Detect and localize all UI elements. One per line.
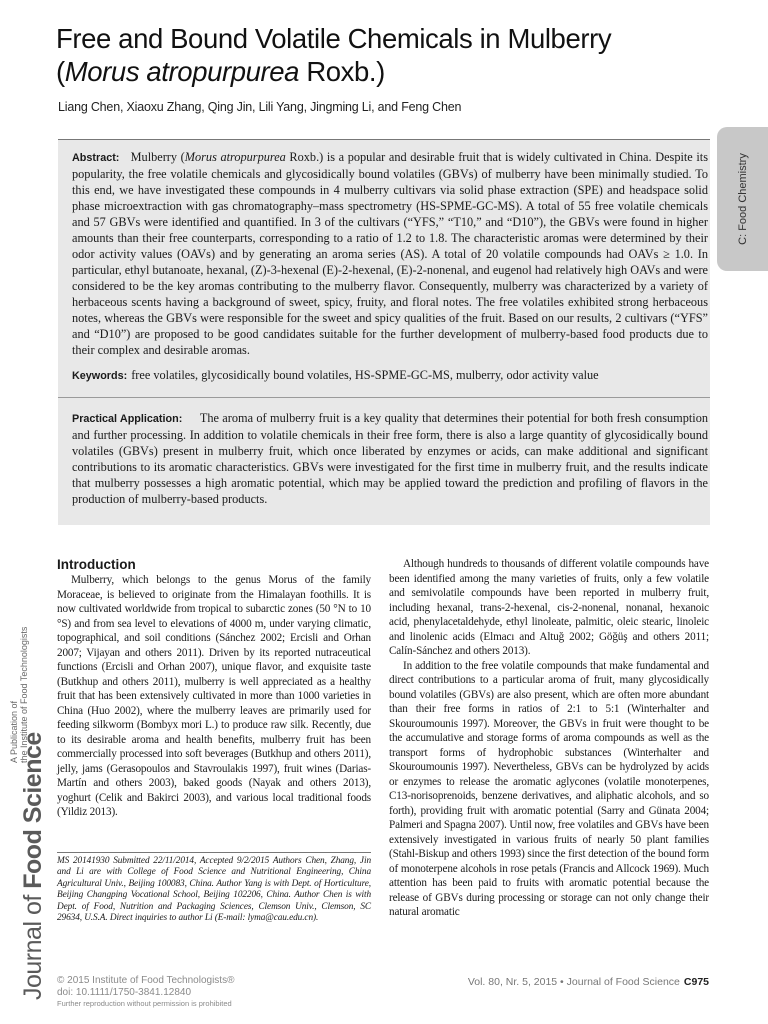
article-title: Free and Bound Volatile Chemicals in Mulberry (Morus atropurpurea Roxb.): [56, 23, 612, 87]
abstract-top-rule: [58, 139, 710, 140]
submission-footnote: MS 20141930 Submitted 22/11/2014, Accepted 9/2/2015 Authors Chen, Zhang, Jin and Li are with College of Food Science and Nutritional Engineering, China Agricultural Univ., Beijing 100083, China. Author Yang is with Dept. of Horticulture, Beijing Changping Vocational School, Beijing 102206, China. Author Chen is with Dept. of Food, Nutrition and Packaging Sciences, Clemson Univ., Clemson, SC 29634, U.S.A. Direct inquiries to author Li (E-mail: lyma@cau.edu.cn).: [57, 852, 371, 924]
publisher-note-line2: the Institute of Food Technologists: [19, 626, 29, 763]
intro-paragraph-2: Although hundreds to thousands of different volatile compounds have been identified among the many varieties of fruits, only a few volatile and semivolatile compounds have been reported in mulberry fruit, including hexanal, trans-2-hexenal, cis-2-nonenal, nonanal, hexanoic acid, phenylacetaldehyde, ethyl linoleate, palmitic, oleic stearic, linoleic and linolenic acids (Elmacı and Altuğ 2002; Göğüş and others 2011; Calín-Sánchez and others 2013).: [389, 558, 709, 657]
volume-info: Vol. 80, Nr. 5, 2015 • Journal of Food Science: [467, 976, 680, 988]
permission-note: Further reproduction without permission is prohibited: [57, 999, 232, 1008]
practical-application-text: [72, 410, 708, 507]
journal-logo: [19, 732, 48, 1000]
title-tail: Roxb.): [306, 56, 385, 87]
footer-left: [57, 975, 234, 1008]
intro-paragraph-3: In addition to the free volatile compounds that make fundamental and direct contributions to a particular aroma of fruit, many glycosidically bound volatiles (GBVs) are also present, which are often more abundant than their free forms in ratios of 2:1 to 5:1 (Winterhalter and Skouroumounis 1997). Moreover, the GBVs in fruit were thought to be the accumulative and storage forms of aroma compounds as well as the transport forms of hydrophobic substances (Winterhalter and Skouroumounis 1997). Nevertheless, GBVs can be hydrolyzed by acids or enzymes to release the aromatic aglycones (volatile monoterpenes, C13-norisoprenoids, benzene derivatives, and aliphatic alcohols, and so forth), providing fruit with aromatic potential (Sarry and Günata 2004; Palmeri and Spagna 2007). Until now, free volatiles and GBVs have been extensively investigated in various fruits of nearly 50 plant families (Stahl-Biskup and others 1993) since the first detection of the bound form of monoterpene alcohols in rose petals (Francis and Allcock 1969). Much attention has been paid to fruits with aromatic potential because the release of GBVs during processing or storage can not only change their natural aromatic: [389, 659, 709, 918]
publisher-note: [9, 627, 29, 763]
title-species: Morus atropurpurea: [64, 56, 300, 87]
practical-label: Practical Application:: [72, 413, 183, 425]
left-column: [57, 557, 371, 820]
page-number: C975: [683, 976, 709, 988]
abstract-divider: [58, 397, 710, 398]
practical-body: The aroma of mulberry fruit is a key quality that determines their potential for both fresh consumption and further processing. In addition to volatile chemicals in their free form, there is also a large quantity of glycosidically bound volatiles (GBVs) present in mulberry fruit, which once liberated by enzymes or acids, can make additional and significant contributions to its aromatic characteristics. GBVs were investigated for the first time in mulberry fruit, and the results indicate that mulberry possesses a high aromatic potential, which may be applied toward the prediction and profiling of flavors in the production of mulberry-based products.: [72, 411, 708, 506]
section-tab-label: C: Food Chemistry: [736, 153, 749, 245]
doi: doi: 10.1111/1750-3841.12840: [57, 987, 192, 998]
journal-logo-name: Food Science: [19, 732, 47, 889]
right-column: [389, 557, 709, 920]
footer-right: [468, 976, 709, 988]
abstract-species: Morus atropurpurea: [184, 150, 286, 164]
author-list: Liang Chen, Xiaoxu Zhang, Qing Jin, Lili Yang, Jingming Li, and Feng Chen: [58, 100, 462, 114]
keywords-text: free volatiles, glycosidically bound volatiles, HS-SPME-GC-MS, mulberry, odor activity value: [131, 368, 599, 382]
abstract-text: [72, 149, 708, 358]
title-line1: Free and Bound Volatile Chemicals in Mulberry: [56, 23, 612, 54]
introduction-heading: Introduction: [57, 557, 136, 572]
abstract-part1: Mulberry (: [130, 150, 185, 164]
publisher-note-line1: A Publication of: [9, 700, 19, 763]
section-tab: [717, 127, 768, 271]
abstract-label: Abstract:: [72, 152, 120, 164]
abstract-part2: Roxb.) is a popular and desirable fruit that is widely cultivated in China. Despite its popularity, the free volatile chemicals and glycosidically bound volatiles (GBVs) of mulberry have been minimally studied. To this end, we have investigated these compounds in 4 mulberry cultivars via solid phase extraction (SPE) and headspace solid phase microextraction with gas chromatography–mass spectrometry (HS-SPME-GC-MS). A total of 55 free volatile chemicals and 57 GBVs were identified and quantified. In 3 of the cultivars (“YFS,” “T10,” and “D10”), the GBVs were found in higher amounts than their free counterparts, corresponding to a ratio of 1.2 to 1.8. The characteristic aromas were determined by their odor activity values (OAVs) and by generating an aroma series (AS). A total of 20 volatile compounds had OAVs ≥ 1.0. In particular, ethyl butanoate, hexanal, (Z)-3-hexenal (E)-2-hexenal, (E)-2-nonenal, and eugenol had relatively high OAVs and were considered to be the key aromas contributing to the mulberry flavor. Consequently, mulberry was characterized by a variety of herbaceous scents having a background of sweet, spicy, fruity, and floral notes. The free volatiles exhibited strong herbaceous notes, whereas the GBVs were responsible for the sweet and spicy qualities of the fruit. Based on our results, 2 cultivars (“YFS” and “D10”) are proposed to be good candidates suitable for the further development of mulberry-based food products due to their complex and desirable aromas.: [72, 150, 708, 357]
keywords-row: [72, 367, 708, 384]
keywords-label: Keywords:: [72, 370, 128, 382]
copyright: © 2015 Institute of Food Technologists®: [57, 975, 235, 986]
journal-logo-prefix: Journal of: [19, 888, 47, 1000]
intro-paragraph-1: Mulberry, which belongs to the genus Morus of the family Moraceae, is believed to originate from the Himalayan foothills. It is now cultivated worldwide from tropical to subarctic zones (50 °N to 10 °S) and from sea level to elevations of 4000 m, under varying climatic, topographical, and soil conditions (Sánchez 2002; Ercisli and Orhan 2007; Vijayan and others 2011). Driven by its reported nutraceutical functions (Ercisli and Orhan 2007), unique flavor, and exquisite taste (Butkhup and others 2011), mulberry is well appreciated as a healthy fruit that has been extensively cultivated in more than 1000 varieties in China (Huo 2002), where the mulberry leaves are primarily used for feeding silkworm (Bombyx mori L.) to produce raw silk. Recently, due to its desirable aroma and health benefits, mulberry fruit has been commercially processed into soft beverages (Butkhup and others 2011), jelly, jams (Gerasopoulos and Stavroulakis 1997), fruit wines (Darias-Martín and others 2003), baked goods (Nayak and others 2013), yoghurt (Celik and Bakirci 2003), and various local traditional foods (Yildiz 2013).: [57, 574, 371, 818]
